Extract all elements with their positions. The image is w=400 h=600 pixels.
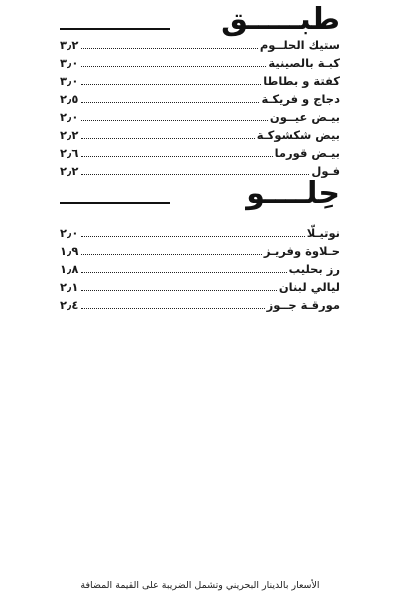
menu-item-price: ٢٫٥ — [60, 92, 79, 106]
dot-leader — [81, 138, 254, 139]
menu-item-price: ١٫٩ — [60, 244, 79, 258]
menu-item-price: ٢٫٢ — [60, 128, 79, 142]
menu-item-price: ٢٫٠ — [60, 110, 79, 124]
menu-item-name: مورقـة جــوز — [266, 298, 340, 312]
menu-item-price: ٢٫٢ — [60, 164, 79, 178]
menu-item — [60, 54, 340, 72]
dot-leader — [81, 290, 277, 291]
section-header-main-dishes — [60, 4, 340, 36]
dot-leader — [81, 174, 309, 175]
section-title: طبـــــق — [221, 2, 340, 37]
menu-item-price: ٣٫٠ — [60, 56, 79, 70]
dot-leader — [81, 66, 266, 67]
menu-item-price: ٣٫٢ — [60, 38, 79, 52]
menu-item-price: ٢٫١ — [60, 280, 79, 294]
menu-item-name: ليالي لبنان — [278, 280, 340, 294]
menu-item — [60, 126, 340, 144]
menu-item-price: ١٫٨ — [60, 262, 79, 276]
dot-leader — [81, 272, 286, 273]
menu-list-main-dishes — [60, 36, 340, 180]
menu-item-name: دجاج و فريكـة — [261, 92, 340, 106]
dot-leader — [81, 156, 272, 157]
menu-item-name: حـلاوة وفريـز — [263, 244, 340, 258]
menu-item — [60, 90, 340, 108]
menu-item-name: رز بحليب — [288, 262, 340, 276]
menu-item — [60, 242, 340, 260]
section-header-rule — [60, 28, 170, 30]
menu-item — [60, 224, 340, 242]
dot-leader — [81, 308, 264, 309]
menu-item — [60, 72, 340, 90]
menu-item-name: كفتة و بطاطا — [263, 74, 340, 88]
menu-item-name: فـول — [311, 164, 340, 178]
section-header-rule — [60, 202, 170, 204]
menu-item — [60, 36, 340, 54]
menu-item-name: بيـض عيــون — [269, 110, 340, 124]
menu-item-price: ٣٫٠ — [60, 74, 79, 88]
footer-vat-note: الأسعار بالدينار البحريني وتشمل الضريبة على القيمة المضافة — [80, 580, 320, 591]
menu-item — [60, 260, 340, 278]
dot-leader — [81, 102, 259, 103]
section-header-desserts — [60, 178, 340, 210]
menu-item-name: نوتيـلّا — [306, 226, 340, 240]
menu-item — [60, 108, 340, 126]
menu-item-name: كبـة بالصينية — [268, 56, 340, 70]
dot-leader — [81, 84, 261, 85]
dot-leader — [81, 254, 262, 255]
menu-item-price: ٢٫٤ — [60, 298, 79, 312]
menu-list-desserts — [60, 224, 340, 314]
section-title: حِلــــو — [246, 176, 340, 211]
dot-leader — [81, 120, 268, 121]
menu-item-name: بيـض قورما — [274, 146, 340, 160]
menu-item-price: ٢٫٠ — [60, 226, 79, 240]
dot-leader — [81, 48, 258, 49]
dot-leader — [81, 236, 304, 237]
menu-item — [60, 144, 340, 162]
menu-item-name: بيض شكشوكـة — [256, 128, 340, 142]
menu-item — [60, 278, 340, 296]
menu-item-name: ستيك الحلــوم — [259, 38, 340, 52]
menu-item — [60, 296, 340, 314]
menu-item-price: ٢٫٦ — [60, 146, 79, 160]
